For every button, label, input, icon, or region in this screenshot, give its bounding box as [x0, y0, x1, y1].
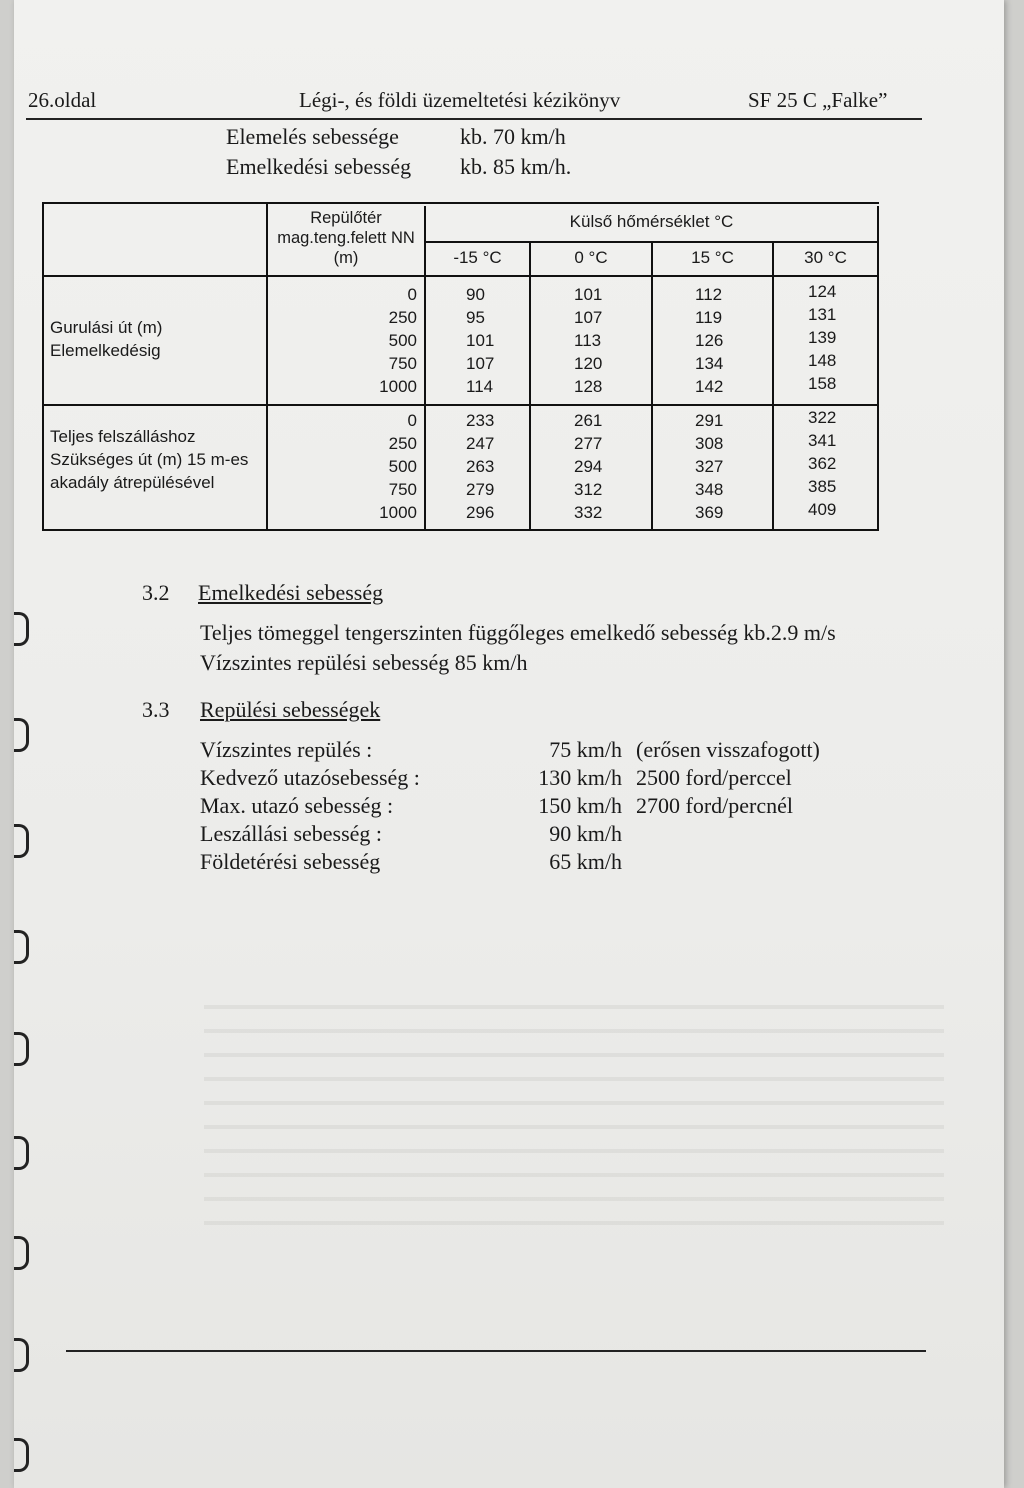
- value-cell: 148: [808, 351, 837, 370]
- binding-ring: [14, 1338, 29, 1372]
- table-border: [529, 241, 531, 531]
- value-cell: 101: [466, 331, 495, 350]
- altitude-cell: 250: [388, 308, 417, 327]
- value-cell: 362: [808, 454, 837, 473]
- section-text: Vízszintes repülési sebesség 85 km/h: [200, 650, 528, 675]
- value-cell: 247: [466, 434, 495, 453]
- section-title: Emelkedési sebesség: [198, 580, 384, 605]
- value-cell: 128: [574, 377, 603, 396]
- table-border: [42, 202, 44, 531]
- altitude-cell: 500: [388, 331, 417, 350]
- temp-header: 0 °C: [574, 248, 608, 267]
- value-cell: 114: [466, 377, 494, 396]
- speed-value: 75 km/h: [549, 737, 622, 762]
- table-border: [877, 206, 879, 531]
- binding-ring: [14, 930, 29, 964]
- value-cell: 233: [466, 411, 495, 430]
- intro-label: Emelkedési sebesség: [226, 154, 412, 179]
- value-cell: 279: [466, 480, 495, 499]
- outside-temp-header: Külső hőmérséklet °C: [569, 212, 734, 231]
- intro-value: kb. 70 km/h: [460, 124, 566, 149]
- binding-ring: [14, 612, 29, 646]
- value-cell: 107: [466, 354, 495, 373]
- value-cell: 277: [574, 434, 603, 453]
- binding-ring: [14, 824, 29, 858]
- value-cell: 409: [808, 500, 837, 519]
- value-cell: 142: [695, 377, 724, 396]
- table-border: [651, 241, 653, 531]
- temp-header: 15 °C: [691, 248, 734, 267]
- value-cell: 385: [808, 477, 837, 496]
- altitude-cell: 0: [407, 411, 417, 430]
- section-number: 3.2: [142, 580, 170, 605]
- altitude-cell: 250: [388, 434, 417, 453]
- intro-label: Elemelés sebessége: [226, 124, 399, 149]
- speed-value: 150 km/h: [538, 793, 622, 818]
- table-border: [42, 529, 879, 531]
- value-cell: 308: [695, 434, 724, 453]
- value-cell: 134: [695, 354, 724, 373]
- binding-ring: [14, 1136, 29, 1170]
- table-border: [772, 241, 774, 531]
- value-cell: 113: [574, 331, 602, 350]
- altitude-cell: 750: [388, 480, 417, 499]
- show-through-texture: [204, 985, 944, 1235]
- speed-label: Földetérési sebesség: [200, 849, 381, 874]
- value-cell: 261: [574, 411, 603, 430]
- page-number: 26.oldal: [28, 88, 97, 112]
- section-number: 3.3: [142, 697, 170, 722]
- speed-label: Kedvező utazósebesség :: [200, 765, 420, 790]
- intro-value: kb. 85 km/h.: [460, 154, 572, 179]
- group-label-ground-roll: Gurulási út (m) Elemelkedésig: [50, 318, 163, 360]
- aircraft-model: SF 25 C „Falke”: [748, 88, 888, 112]
- speed-note: 2700 ford/percnél: [636, 793, 793, 818]
- group-label-total-distance: Teljes felszálláshoz Szükséges út (m) 15 m-es akadály átrepülésével: [50, 427, 249, 492]
- altitude-cell: 1000: [379, 503, 417, 522]
- speed-note: (erősen visszafogott): [636, 737, 820, 762]
- section-title: Repülési sebességek: [200, 697, 381, 722]
- altitude-cell: 500: [388, 457, 417, 476]
- value-cell: 263: [466, 457, 495, 476]
- value-cell: 348: [695, 480, 724, 499]
- value-cell: 112: [695, 285, 723, 304]
- value-cell: 312: [574, 480, 603, 499]
- speed-label: Vízszintes repülés :: [200, 737, 373, 762]
- value-cell: 126: [695, 331, 724, 350]
- header-rule: [26, 118, 922, 120]
- document-page: [14, 0, 1004, 1488]
- table-border: [42, 404, 879, 406]
- value-cell: 124: [808, 282, 837, 301]
- speed-value: 65 km/h: [549, 849, 622, 874]
- table-border: [42, 202, 879, 204]
- speed-value: 90 km/h: [549, 821, 622, 846]
- binding-ring: [14, 718, 29, 752]
- speed-label: Leszállási sebesség :: [200, 821, 383, 846]
- value-cell: 322: [808, 408, 837, 427]
- value-cell: 131: [808, 305, 837, 324]
- table-border: [42, 275, 879, 277]
- value-cell: 120: [574, 354, 603, 373]
- altitude-cell: 1000: [379, 377, 417, 396]
- binding-ring: [14, 1236, 29, 1270]
- value-cell: 90: [466, 285, 485, 304]
- value-cell: 139: [808, 328, 837, 347]
- value-cell: 294: [574, 457, 603, 476]
- temp-header: -15 °C: [453, 248, 502, 267]
- value-cell: 107: [574, 308, 603, 327]
- value-cell: 369: [695, 503, 724, 522]
- value-cell: 296: [466, 503, 495, 522]
- value-cell: 341: [808, 431, 837, 450]
- speed-label: Max. utazó sebesség :: [200, 793, 394, 818]
- value-cell: 95: [466, 308, 485, 327]
- airfield-altitude-header: Repülőtér mag.teng.felett NN (m): [277, 209, 415, 267]
- value-cell: 119: [695, 308, 723, 327]
- binding-ring: [14, 1438, 29, 1472]
- temp-header: 30 °C: [804, 248, 847, 267]
- section-text: Teljes tömeggel tengerszinten függőleges emelkedő sebesség kb.2.9 m/s: [200, 620, 836, 645]
- altitude-cell: 0: [407, 285, 417, 304]
- speed-note: 2500 ford/perccel: [636, 765, 792, 790]
- value-cell: 291: [695, 411, 724, 430]
- speed-value: 130 km/h: [538, 765, 622, 790]
- value-cell: 158: [808, 374, 837, 393]
- binding-ring: [14, 1032, 29, 1066]
- value-cell: 332: [574, 503, 603, 522]
- value-cell: 101: [574, 285, 603, 304]
- footer-rule: [66, 1350, 926, 1352]
- manual-title: Légi-, és földi üzemeltetési kézikönyv: [299, 88, 621, 112]
- value-cell: 327: [695, 457, 724, 476]
- altitude-cell: 750: [388, 354, 417, 373]
